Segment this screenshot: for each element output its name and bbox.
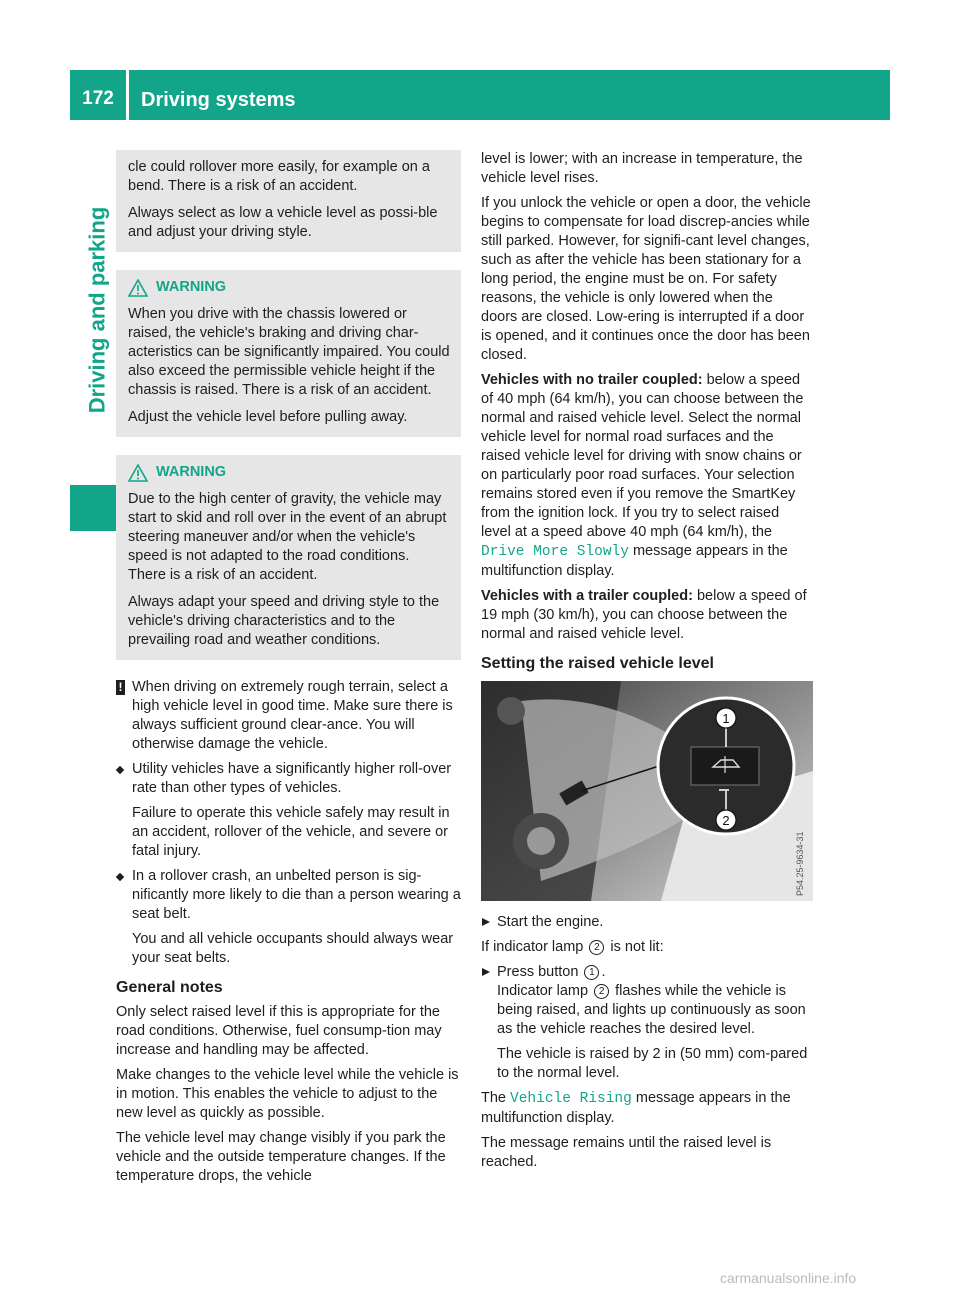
- step-line2-text-end: flashes while the vehicle is being raised, and lights up continuously as soon as the vehicle reaches the desired level.: [497, 983, 806, 1037]
- step-press-button: [481, 963, 813, 1039]
- warning-1-text-1: When you drive with the chassis lowered or raised, the vehicle's braking and driving char-acteristics can be significantly impaired. You could also exceed the permissible vehicle height if the chassis is raised. There is a risk of an accident.: [128, 306, 450, 398]
- general-text-1: Only select raised level if this is appropriate for the road conditions. Otherwise, fuel consump-tion may increase and handling may be affected.: [116, 1004, 442, 1058]
- warning-2-text-2: Always adapt your speed and driving style to the vehicle's driving characteristics and to the prevailing road and weather conditions.: [128, 594, 440, 648]
- warning-box-2: [116, 455, 461, 660]
- photo-code: P54.25-9634-31: [795, 831, 805, 896]
- caution-box: [116, 150, 461, 252]
- warning-title: WARNING: [156, 464, 227, 480]
- warning-heading: [128, 463, 450, 482]
- step-line2-text: Indicator lamp: [497, 983, 593, 999]
- setting-heading: Setting the raised vehicle level: [481, 655, 714, 672]
- final-text: The message remains until the raised level is reached.: [481, 1135, 772, 1170]
- left-column: [116, 150, 461, 1192]
- rising-text: The: [481, 1090, 511, 1106]
- list-item-sub: You and all vehicle occupants should always wear your seat belts.: [132, 931, 454, 966]
- callout-2-ref: 2: [589, 940, 604, 955]
- right-text-1: level is lower; with an increase in temperature, the vehicle level rises.: [481, 151, 803, 186]
- condition-text: If indicator lamp: [481, 939, 588, 955]
- callout-2-ref: 2: [594, 984, 609, 999]
- no-trailer-text-end: message appears in the multifunction display.: [481, 543, 788, 579]
- callout-2-label: 2: [722, 813, 730, 828]
- section-title: Driving systems: [141, 89, 296, 111]
- note-text: When driving on extremely rough terrain, select a high vehicle level in good time. Make sure there is always sufficient ground clear-ance. You will otherwise damage the vehicle.: [132, 679, 453, 752]
- caution-text-2: Always select as low a vehicle level as possi-ble and adjust your driving style.: [128, 205, 438, 240]
- warning-box-1: [116, 270, 461, 437]
- general-notes-heading: General notes: [116, 979, 223, 996]
- note-damage: [116, 678, 461, 754]
- callout-1-label: 1: [722, 711, 730, 726]
- warning-triangle-icon: [128, 279, 148, 297]
- step-text: Press button: [497, 964, 583, 980]
- trailer-text: below a speed of 19 mph (30 km/h), you can choose between the normal and raised vehicle level.: [481, 588, 807, 642]
- header-divider: [126, 70, 129, 120]
- caution-text-1: cle could rollover more easily, for example on a bend. There is a risk of an accident.: [128, 159, 430, 194]
- exclamation-icon: !: [116, 680, 125, 695]
- side-tab-label: Driving and parking: [84, 206, 109, 414]
- step-text-end: .: [601, 964, 606, 980]
- rising-message-line: [481, 1089, 813, 1128]
- center-console-photo: [481, 681, 813, 901]
- drive-more-slowly-message: Drive More Slowly: [481, 544, 629, 560]
- warning-triangle-icon: [128, 464, 148, 482]
- trailer-paragraph: [481, 587, 813, 644]
- callout-1-ref: 1: [584, 965, 599, 980]
- step-result: The vehicle is raised by 2 in (50 mm) com-pared to the normal level.: [497, 1046, 808, 1081]
- trailer-label: Vehicles with a trailer coupled:: [481, 588, 693, 604]
- list-item-sub: Failure to operate this vehicle safely may result in an accident, rollover of the vehicle, and severe or fatal injury.: [132, 805, 450, 859]
- list-item: In a rollover crash, an unbelted person is sig-nificantly more likely to die than a person wearing a seat belt.: [116, 867, 461, 924]
- general-text-2: Make changes to the vehicle level while the vehicle is in motion. This enables the vehicle to adjust to the new level as quickly as possible.: [116, 1067, 459, 1121]
- warning-1-text-2: Adjust the vehicle level before pulling away.: [128, 409, 408, 425]
- list-item: Utility vehicles have a significantly higher roll-over rate than other types of vehicles.: [116, 760, 461, 798]
- page-number: 172: [82, 88, 114, 109]
- no-trailer-paragraph: [481, 371, 813, 581]
- general-text-3: The vehicle level may change visibly if you park the vehicle and the outside temperature changes. If the temperature drops, the vehicle: [116, 1130, 446, 1184]
- rising-text-end: message appears in the multifunction display.: [481, 1090, 791, 1126]
- step-start-engine: Start the engine.: [481, 913, 813, 932]
- no-trailer-text: below a speed of 40 mph (64 km/h), you can choose between the normal and raised vehicle level. Select the normal vehicle level for normal road surfaces and the raised vehicle level for driving with snow chains or on particularly poor road surfaces. Your selection remains stored even if you remove the SmartKey from the ignition lock. If you try to select raised level at a speed above 40 mph (64 km/h), the: [481, 372, 804, 540]
- warning-heading: [128, 278, 450, 297]
- no-trailer-label: Vehicles with no trailer coupled:: [481, 372, 703, 388]
- warning-title: WARNING: [156, 279, 227, 295]
- vehicle-rising-message: Vehicle Rising: [510, 1091, 632, 1107]
- warning-2-text-1: Due to the high center of gravity, the vehicle may start to skid and roll over in the event of an abrupt steering maneuver and/or when the vehicle's speed is not adapted to the road conditions. There is a risk of an accident.: [128, 491, 447, 583]
- side-tab: [72, 150, 122, 470]
- footer-watermark: carmanualsonline.info: [720, 1270, 857, 1286]
- condition-text-end: is not lit:: [606, 939, 664, 955]
- right-column: [481, 150, 813, 1178]
- condition-line: [481, 938, 813, 957]
- right-text-2: If you unlock the vehicle or open a door, the vehicle begins to compensate for load discrep-ancies while still parked. However, for signifi-cant level changes, such as after the vehicle has been stationary for a long period, the engine must be on. For safety reasons, the vehicle is only lowered when the doors are closed. Low-ering is interrupted if a door is opened, and it continues once the door has been closed.: [481, 195, 811, 363]
